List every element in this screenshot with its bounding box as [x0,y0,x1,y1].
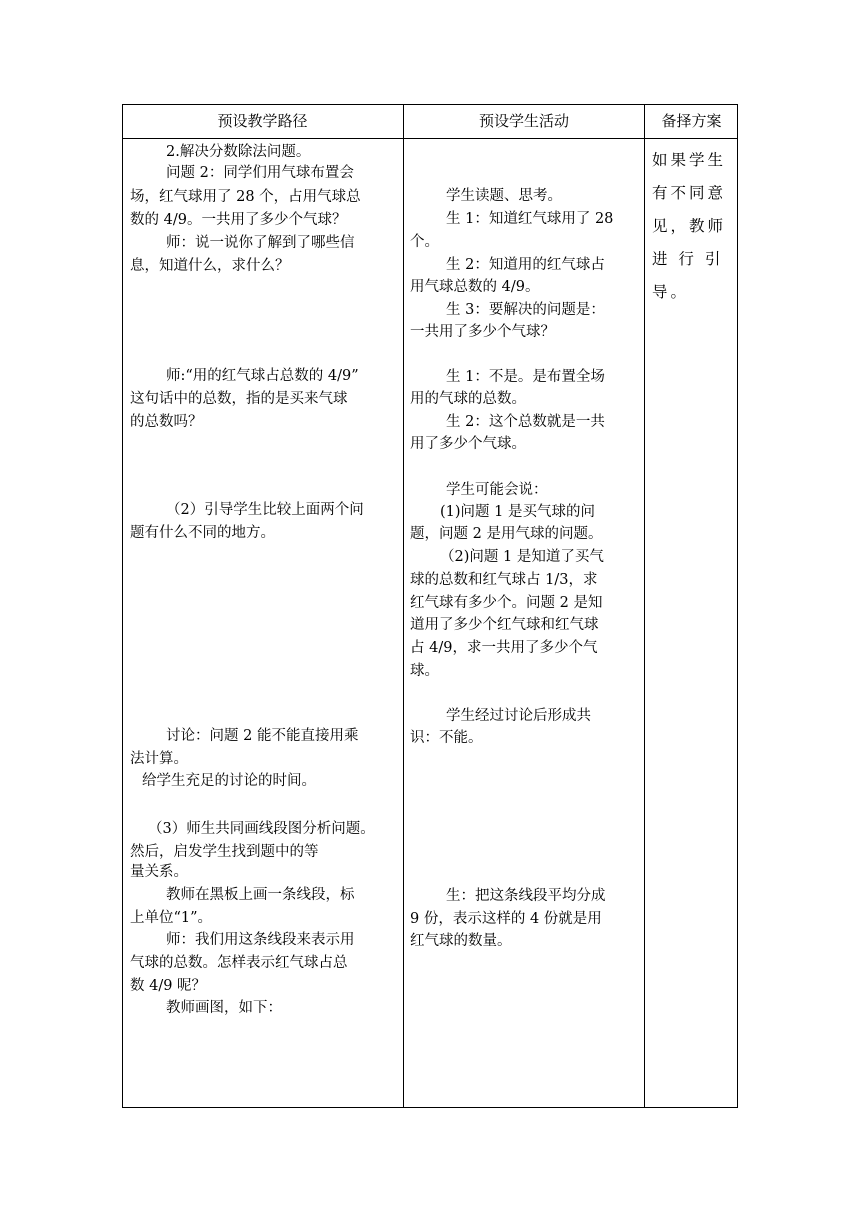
teaching-path-line: 问题 2：同学们用气球布置会 [166,165,354,181]
student-activity-line: 用气球总数的 4/9。 [410,279,540,295]
header-divider [122,138,738,139]
student-activity-line: 生 1：不是。是布置全场 [446,369,605,385]
teaching-path-line: 气球的总数。怎样表示红气球占总 [130,955,348,971]
alternative-plan-line: 导。 [652,283,690,301]
student-activity-line: 生 3：要解决的问题是： [446,302,605,318]
student-activity-line: 生：把这条线段平均分成 [446,888,606,904]
student-activity-line: 红气球的数量。 [410,933,512,949]
student-activity-line: 学生读题、思考。 [446,188,562,204]
teaching-path-line: 数 4/9 呢？ [130,978,207,994]
student-activity-line: 用了多少个气球。 [410,436,526,452]
student-activity-line: 球。 [410,663,439,679]
teaching-path-line: 的总数吗？ [130,414,203,430]
header-alternative-plan: 备择方案 [661,112,722,130]
student-activity-line: 占 4/9，求一共用了多少个气 [410,640,598,656]
student-activity-line: 道用了多少个红气球和红气球 [410,617,599,633]
student-activity-line: 生 2：这个总数就是一共 [446,414,605,430]
teaching-path-line: 量关系。 [130,864,188,880]
teaching-path-line: 然后，启发学生找到题中的等 [130,844,319,860]
teaching-path-line: 给学生充足的讨论的时间。 [142,773,316,789]
alternative-plan-line: 进 行 引 [652,250,724,268]
student-activity-line: 学生经过讨论后形成共 [446,708,591,724]
student-activity-line: （2)问题 1 是知道了买气 [440,549,604,565]
student-activity-line: (1)问题 1 是买气球的问 [440,504,595,520]
student-activity-line: 个。 [410,234,439,250]
teaching-path-line: 教师在黑板上画一条线段，标 [166,887,355,903]
student-activity-line: 球的总数和红气球占 1/3，求 [410,572,598,588]
teaching-path-line: 师:“用的红气球占总数的 4/9” [166,368,359,384]
teaching-path-line: 教师画图，如下： [166,1000,282,1016]
teaching-path-line: （2）引导学生比较上面两个问 [166,502,364,518]
teaching-path-line: 场，红气球用了 28 个，占用气球总 [130,189,361,205]
column-divider-1 [403,104,404,1108]
teaching-path-line: 法计算。 [130,751,188,767]
alternative-plan-line: 有不同意 [652,184,727,202]
teaching-path-line: 讨论：问题 2 能不能直接用乘 [166,728,359,744]
teaching-path-line: 师：我们用这条线段来表示用 [166,932,355,948]
alternative-plan-line: 如果学生 [652,151,727,169]
teaching-path-line: 2.解决分数除法问题。 [166,144,311,160]
student-activity-line: 生 2：知道用的红气球占 [446,257,605,273]
column-divider-2 [644,104,645,1108]
header-teaching-path: 预设教学路径 [217,112,308,130]
teaching-path-line: 上单位“1”。 [130,910,213,926]
student-activity-line: 题，问题 2 是用气球的问题。 [410,526,603,542]
student-activity-line: 生 1：知道红气球用了 28 [446,211,614,227]
student-activity-line: 一共用了多少个气球？ [410,324,555,340]
teaching-path-line: 这句话中的总数，指的是买来气球 [130,391,348,407]
student-activity-line: 用的气球的总数。 [410,391,526,407]
teaching-path-line: 息，知道什么，求什么？ [130,258,290,274]
student-activity-line: 学生可能会说： [446,482,548,498]
alternative-plan-line: 见，教师 [652,217,727,235]
teaching-path-line: （3）师生共同画线段图分析问题。 [148,821,375,837]
student-activity-line: 红气球有多少个。问题 2 是知 [410,595,603,611]
teaching-path-line: 题有什么不同的地方。 [130,525,275,541]
student-activity-line: 9 份，表示这样的 4 份就是用 [410,911,602,927]
teaching-path-line: 师：说一说你了解到了哪些信 [166,235,355,251]
teaching-path-line: 数的 4/9。一共用了多少个气球？ [130,212,347,228]
student-activity-line: 识：不能。 [410,730,483,746]
header-student-activity: 预设学生活动 [478,112,569,130]
